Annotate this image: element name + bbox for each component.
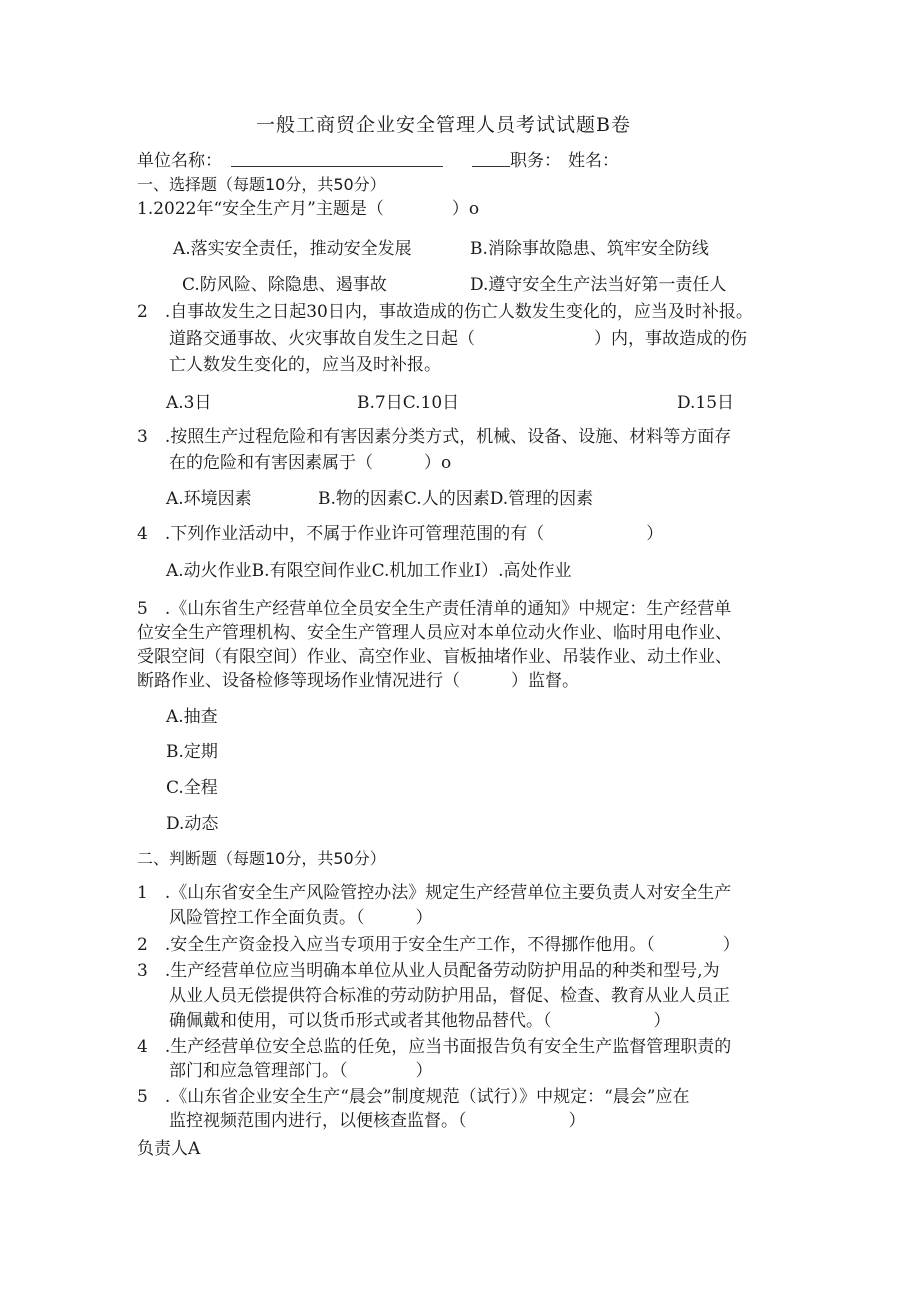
- q3-line-1: 3 .按照生产过程危险和有害因素分类方式，机械、设备、设施、材料等方面存: [137, 427, 732, 447]
- q1-option-a: A.落实安全责任，推动安全发展: [173, 239, 412, 259]
- section-2-heading: 二、判断题（每题10分，共50分）: [137, 849, 386, 868]
- q5-option-a: A.抽查: [166, 707, 218, 727]
- footer-text: 负责人A: [137, 1139, 201, 1159]
- q5-option-b: B.定期: [166, 742, 218, 762]
- position-label: 职务：: [510, 151, 561, 171]
- j2-line: 2 .安全生产资金投入应当专项用于安全生产工作，不得挪作他用。（ ）: [137, 935, 740, 955]
- name-label: 姓名：: [568, 151, 619, 171]
- j4-line-1: 4 .生产经营单位安全总监的任免，应当书面报告负有安全生产监督管理职责的: [137, 1037, 732, 1057]
- q5-line-2: 位安全生产管理机构、安全生产管理人员应对本单位动火作业、临时用电作业、: [137, 623, 732, 643]
- q3-option-a: A.环境因素: [166, 489, 252, 509]
- q5-line-1: 5 .《山东省生产经营单位全员安全生产责任清单的通知》中规定：生产经营单: [137, 599, 732, 619]
- section-1-heading: 一、选择题（每题10分，共50分）: [137, 175, 386, 194]
- q5-line-4: 断路作业、设备检修等现场作业情况进行（ ）监督。: [137, 671, 579, 691]
- j1-line-2: 风险管控工作全面负责。（ ）: [169, 908, 433, 928]
- q1-stem: 1.2022年“安全生产月”主题是（ ）o: [137, 199, 480, 219]
- q4-options: A.动火作业B.有限空间作业C.机加工作业I）.高处作业: [166, 561, 572, 581]
- q2-line-1: 2 .自事故发生之日起30日内，事故造成的伤亡人数发生变化的，应当及时补报。: [137, 302, 753, 322]
- j5-line-1: 5 .《山东省企业安全生产“晨会”制度规范（试行）》中规定：“晨会”应在: [137, 1087, 690, 1107]
- q3-line-2: 在的危险和有害因素属于（ ）o: [169, 453, 452, 473]
- q1-option-b: B.消除事故隐患、筑牢安全防线: [470, 239, 709, 259]
- unit-name-label: 单位名称：: [137, 151, 222, 171]
- q1-option-c: C.防风险、除隐患、遏事故: [182, 275, 387, 295]
- j4-line-2: 部门和应急管理部门。（ ）: [169, 1061, 433, 1081]
- q1-option-d: D.遵守安全生产法当好第一责任人: [470, 275, 727, 295]
- j3-line-3: 确佩戴和使用，可以货币形式或者其他物品替代。（ ）: [169, 1011, 671, 1031]
- page-title: 一般工商贸企业安全管理人员考试试题B卷: [256, 114, 631, 136]
- j3-line-2: 从业人员无偿提供符合标准的劳动防护用品，督促、检查、教育从业人员正: [169, 986, 730, 1006]
- position-blank[interactable]: [472, 152, 510, 167]
- q5-option-d: D.动态: [166, 814, 219, 834]
- q2-line-3: 亡人数发生变化的，应当及时补报。: [169, 355, 441, 375]
- q3-option-bcd: B.物的因素C.人的因素D.管理的因素: [318, 489, 594, 509]
- q4-stem: 4 .下列作业活动中，不属于作业许可管理范围的有（ ）: [137, 524, 664, 544]
- q2-option-bc: B.7日C.10日: [357, 393, 460, 413]
- q2-line-2: 道路交通事故、火灾事故自发生之日起（ ）内，事故造成的伤: [169, 329, 747, 349]
- j1-line-1: 1 .《山东省安全生产风险管控办法》规定生产经营单位主要负责人对安全生产: [137, 883, 732, 903]
- q2-option-a: A.3日: [166, 393, 212, 413]
- q5-line-3: 受限空间（有限空间）作业、高空作业、盲板抽堵作业、吊装作业、动土作业、: [137, 647, 732, 667]
- unit-name-blank[interactable]: [231, 152, 443, 167]
- q5-option-c: C.全程: [166, 778, 218, 798]
- q2-option-d: D.15日: [677, 393, 735, 413]
- j5-line-2: 监控视频范围内进行，以便核查监督。（ ）: [169, 1111, 586, 1131]
- j3-line-1: 3 .生产经营单位应当明确本单位从业人员配备劳动防护用品的种类和型号,为: [137, 961, 720, 981]
